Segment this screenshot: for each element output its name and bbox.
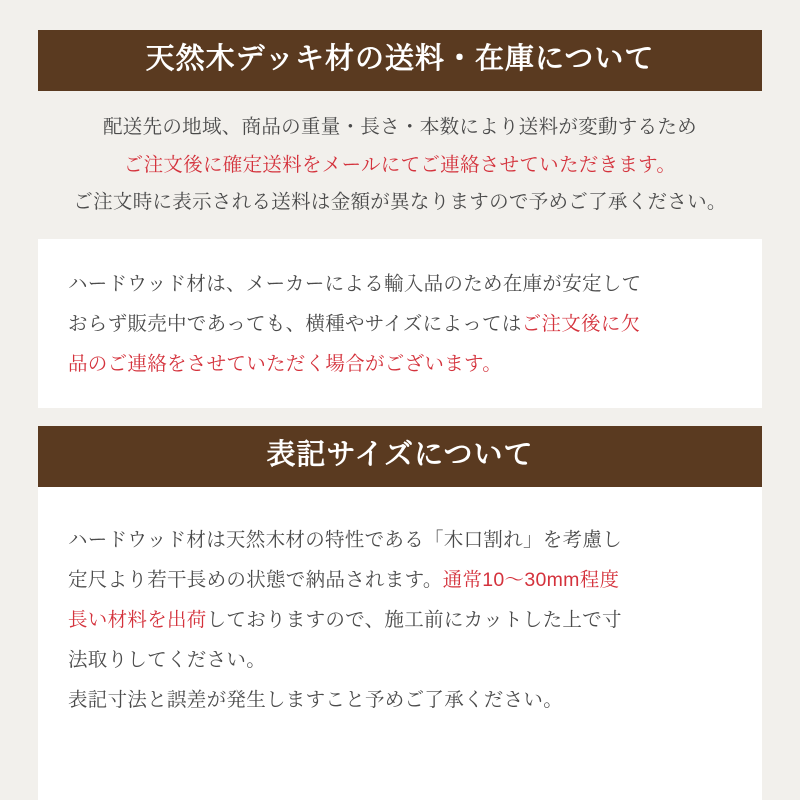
intro-line-3: ご注文時に表示される送料は金額が異なりますので予めご了承ください。 xyxy=(73,191,727,214)
section-heading-size-notation: 表記サイズについて xyxy=(38,426,762,487)
shipping-intro-text xyxy=(38,109,762,221)
size-line-2 xyxy=(68,561,732,599)
size-notice-card xyxy=(38,487,762,800)
stock-line-1: ハードウッド材は、メーカーによる輸入品のため在庫が安定して xyxy=(68,273,642,296)
size-line-2-alert: 通常10〜30mm程度 xyxy=(442,568,620,591)
intro-line-1: 配送先の地域、商品の重量・長さ・本数により送料が変動するため xyxy=(102,116,697,139)
stock-notice-card xyxy=(38,239,762,407)
size-line-3-alert: 長い材料を出荷 xyxy=(68,608,207,631)
size-line-3 xyxy=(68,601,732,639)
size-line-5: 表記寸法と誤差が発生しますこと予めご了承ください。 xyxy=(68,688,564,711)
stock-line-3-alert: 品のご連絡をさせていただく場合がございます。 xyxy=(68,353,503,376)
stock-line-2 xyxy=(68,305,732,343)
stock-line-2-alert: ご注文後に欠 xyxy=(521,313,641,336)
section-heading-shipping-stock: 天然木デッキ材の送料・在庫について xyxy=(38,30,762,91)
size-line-2-normal: 定尺より若干長めの状態で納品されます。 xyxy=(68,568,443,591)
size-line-1: ハードウッド材は天然木材の特性である「木口割れ」を考慮し xyxy=(68,528,623,551)
size-line-4: 法取りしてください。 xyxy=(68,648,267,671)
stock-line-2-normal: おらず販売中であっても、横種やサイズによっては xyxy=(68,313,522,336)
intro-line-2-alert: ご注文後に確定送料をメールにてご連絡させていただきます。 xyxy=(123,153,677,176)
size-line-3-normal: しておりますので、施工前にカットした上で寸 xyxy=(206,608,622,631)
